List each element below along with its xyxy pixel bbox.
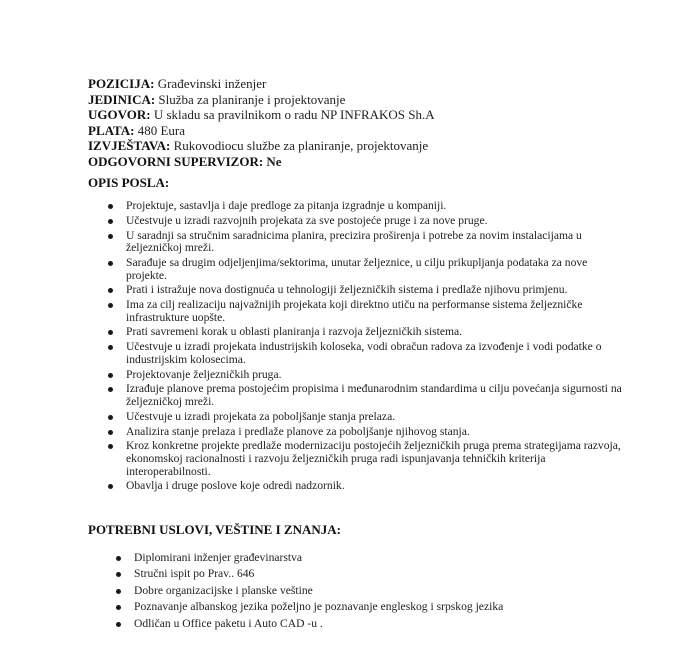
bullet-icon [108,234,113,239]
field-salary [88,123,668,139]
list-item [108,299,628,324]
list-item-text: Dobre organizacijske i planske veštine [134,583,313,597]
field-label: PLATA: [88,122,135,138]
list-item [108,215,628,228]
bullet-icon [108,415,113,420]
list-item-text: Projektuje, sastavlja i daje predloge za pitanja izgradnje u kompaniji. [126,199,447,212]
bullet-icon [108,444,113,449]
list-item-text: U saradnji sa stručnim saradnicima planira, precizira proširenja i potrebe za novim instalacijama u željezničkoj mreži. [126,228,582,255]
job-header [88,76,668,169]
field-label: JEDINICA: [88,91,156,107]
bullet-icon [108,430,113,435]
list-item [108,383,628,408]
bullet-icon [108,288,113,293]
list-item [116,601,636,614]
bullet-icon [108,261,113,266]
list-item-text: Učestvuje u izradi projekata za poboljšanje stanja prelaza. [126,409,396,423]
list-item [108,257,628,282]
field-unit [88,92,668,108]
field-value: Rukovodiocu službe za planiranje, projektovanje [173,138,429,153]
bullet-icon [116,589,121,594]
list-item [108,230,628,255]
bullet-icon [108,484,113,489]
field-value: Ne [266,153,282,169]
requirements-heading: POTREBNI USLOVI, VEŠTINE I ZNANJA: [88,522,341,537]
field-label: UGOVOR: [88,107,151,122]
list-item [108,440,628,478]
list-item-text: Prati i istražuje nova dostignuća u tehnologiji željezničkih sistema i predlaže njihovu primjenu. [126,283,568,297]
field-label: POZICIJA: [88,76,155,91]
list-item-text: Sarađuje sa drugim odjeljenjima/sektorima, unutar željeznice, u cilju prikupljanja podataka za nove projekte. [126,255,588,282]
bullet-icon [108,345,113,350]
field-value: 480 Eura [137,122,186,138]
field-contract [88,107,668,123]
list-item-text: Učestvuje u izradi razvojnih projekata za sve postojeće pruge i za nove pruge. [126,213,488,227]
list-item [108,411,628,424]
field-reports-to [88,138,668,154]
field-value: Građevinski inženjer [157,76,267,91]
list-item [116,568,636,581]
bullet-icon [108,387,113,392]
bullet-icon [108,219,113,224]
list-item [116,618,636,631]
list-item [108,480,628,493]
list-item-text: Prati savremeni korak u oblasti planiranja i razvoja željezničkih sistema. [126,325,463,339]
field-label: ODGOVORNI SUPERVIZOR: [88,153,264,169]
list-item [116,552,636,565]
list-item-text: Stručni ispit po Prav.. 646 [134,567,255,581]
field-position [88,76,668,92]
list-item-text: Učestvuje u izradi projekata industrijskih koloseka, vodi obračun radova za izvođenje i vodi podatke o industrijskim kolosecima. [126,340,602,366]
duties-heading: OPIS POSLA: [88,175,170,190]
list-item-text: Poznavanje albanskog jezika poželjno je poznavanje engleskog i srpskog jezika [134,600,504,614]
list-item-text: Odličan u Office paketu i Auto CAD -u . [134,616,323,630]
requirements-list [116,552,636,634]
list-item-text: Analizira stanje prelaza i predlaže planove za poboljšanje njihovog stanja. [126,424,470,438]
field-value: Služba za planiranje i projektovanje [158,91,346,107]
list-item [108,369,628,382]
list-item [116,585,636,598]
list-item [108,341,628,366]
list-item-text: Projektovanje željezničkih pruga. [126,367,282,381]
list-item-text: Izrađuje planove prema postojećim propisima i međunarodnim standardima u cilju povećanja sigurnosti na željezničkoj mreži. [126,382,622,408]
bullet-icon [108,303,113,308]
field-supervisor [88,154,668,170]
bullet-icon [108,330,113,335]
bullet-icon [116,556,121,561]
field-label: IZVJEŠTAVA: [88,138,171,153]
list-item-text: Kroz konkretne projekte predlaže modernizaciju postojećih željezničkih pruga prema strategijama razvoja, ekonomskoj racionalnosti i razvoju željezničkih pruga radi ispunjavanja tehničkih kriterija interoperabilnosti. [126,439,621,478]
list-item [108,200,628,213]
field-value: U skladu sa pravilnikom o radu NP INFRAKOS Sh.A [153,107,435,122]
list-item [108,326,628,339]
duties-list [108,200,628,495]
bullet-icon [116,605,121,610]
list-item [108,426,628,439]
bullet-icon [108,204,113,209]
bullet-icon [116,622,121,627]
list-item-text: Diplomirani inženjer građevinarstva [134,551,303,564]
list-item-text: Obavlja i druge poslove koje odredi nadzornik. [126,479,345,493]
list-item-text: Ima za cilj realizaciju najvažnijih projekata koji direktno utiču na performanse sistema željezničke infrastrukture uopšte. [126,298,583,324]
list-item [108,284,628,297]
bullet-icon [116,572,121,577]
bullet-icon [108,373,113,378]
